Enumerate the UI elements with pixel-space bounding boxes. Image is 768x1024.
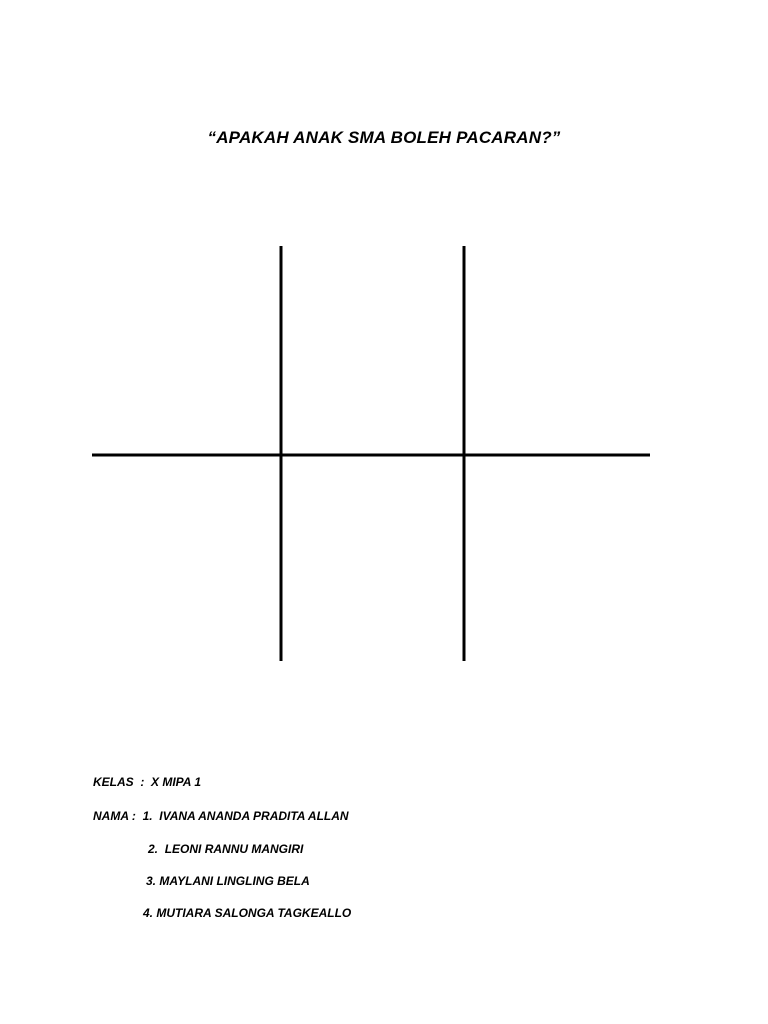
- page-title: “APAKAH ANAK SMA BOLEH PACARAN?”: [207, 128, 561, 147]
- name-label: NAMA :: [93, 809, 136, 823]
- member-name: LEONI RANNU MANGIRI: [164, 842, 304, 856]
- member-number: 3.: [146, 874, 157, 888]
- class-label: KELAS :: [93, 775, 145, 789]
- member-number: 1.: [142, 809, 153, 823]
- member-number: 4.: [143, 906, 154, 920]
- member-line: [148, 842, 303, 856]
- class-value: X MIPA 1: [151, 775, 202, 789]
- member-name: MAYLANI LINGLING BELA: [159, 874, 310, 888]
- member-line: [146, 874, 310, 888]
- member-number: 2.: [148, 842, 159, 856]
- member-line: [143, 906, 351, 920]
- class-line: [93, 775, 201, 789]
- member-name: MUTIARA SALONGA TAGKEALLO: [156, 906, 352, 920]
- member-name: IVANA ANANDA PRADITA ALLAN: [159, 809, 349, 823]
- name-line: [93, 809, 349, 823]
